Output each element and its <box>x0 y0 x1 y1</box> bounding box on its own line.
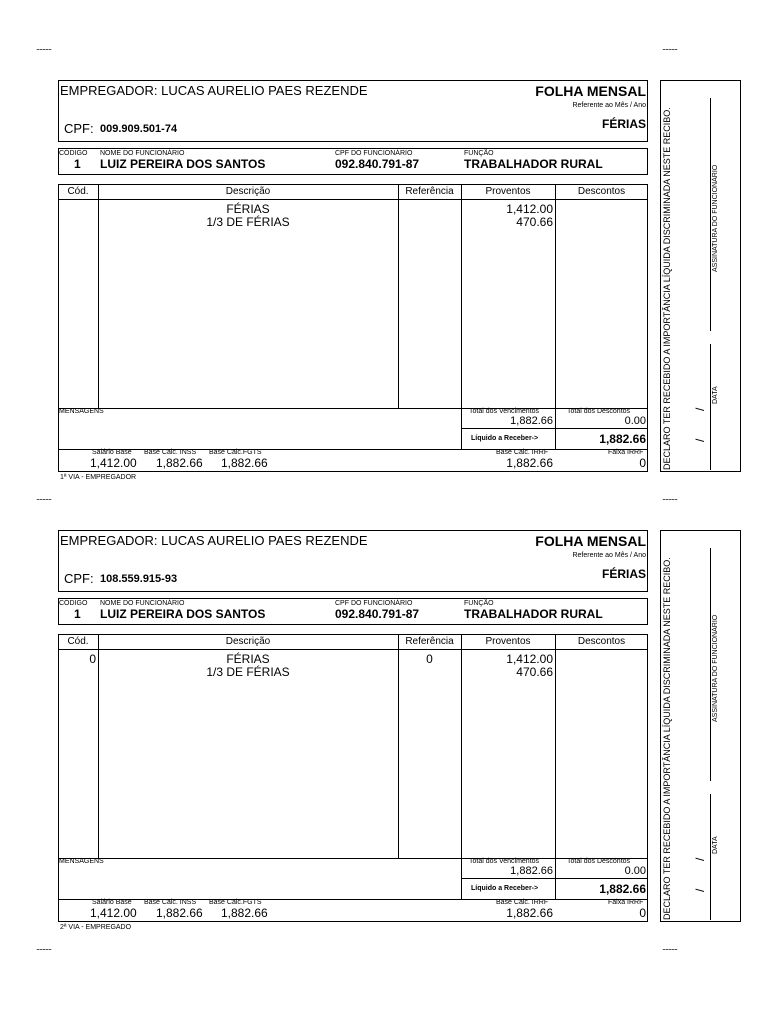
table-header-line <box>58 649 648 650</box>
reference-label: Referente ao Mês / Ano <box>572 552 646 559</box>
employee-name: LUIZ PEREIRA DOS SANTOS <box>100 607 266 621</box>
code-label: CÓDIGO <box>59 600 88 607</box>
fgts-base-label: Base Calc.FGTS <box>209 899 262 906</box>
employee-name-label: NOME DO FUNCIONÁRIO <box>100 150 185 157</box>
irrf-bracket-label: Faixa IRRF <box>608 899 644 906</box>
date-slash: / <box>693 438 707 442</box>
employee-cpf: 092.840.791-87 <box>335 157 420 171</box>
cut-mark: .......... <box>662 492 678 502</box>
total-earnings-label: Total dos Vencimentos <box>469 408 540 415</box>
date-slash: / <box>693 407 707 411</box>
fgts-base-label: Base Calc.FGTS <box>209 449 262 456</box>
inss-base-label: Base Calc. INSS <box>144 449 197 456</box>
messages-label: MENSAGENS <box>59 858 104 865</box>
base-salary: 1,412.00 <box>90 456 137 470</box>
base-salary-label: Salário Base <box>92 899 132 906</box>
irrf-base: 1,882.66 <box>506 456 553 470</box>
col-header-earnings: Proventos <box>485 186 531 197</box>
role-value: TRABALHADOR RURAL <box>464 607 603 621</box>
receipt-declaration: DECLARO TER RECEBIDO A IMPORTÂNCIA LÍQUIDA DISCRIMINADA NESTE RECIBO. <box>662 107 672 470</box>
total-deductions: 0.00 <box>624 415 646 427</box>
employer-cpf-label: CPF: <box>64 121 94 136</box>
employer-cpf-value: 108.559.915-93 <box>100 573 178 585</box>
employer-name: LUCAS AURELIO PAES REZENDE <box>161 83 368 98</box>
col-header-description: Descrição <box>225 186 271 197</box>
employer-label: EMPREGADOR: <box>60 83 158 98</box>
employee-name: LUIZ PEREIRA DOS SANTOS <box>100 157 266 171</box>
employer-line <box>60 84 368 97</box>
receipt-box <box>660 530 741 922</box>
irrf-bracket: 0 <box>639 906 646 920</box>
inss-base: 1,882.66 <box>156 906 203 920</box>
col-header-description: Descrição <box>225 636 271 647</box>
cut-mark: .......... <box>662 42 678 52</box>
irrf-base-label: Base Calc. IRRF <box>496 449 549 456</box>
total-deductions: 0.00 <box>624 865 646 877</box>
net-pay-label: Líquido a Receber-> <box>471 885 539 892</box>
inss-base-label: Base Calc. INSS <box>144 899 197 906</box>
irrf-base: 1,882.66 <box>506 906 553 920</box>
table-header-line <box>58 199 648 200</box>
copy-label: 1ª VIA - EMPREGADOR <box>60 474 137 481</box>
signature-label: ASSINATURA DO FUNCIONÁRIO <box>712 614 719 722</box>
net-pay-label: Líquido a Receber-> <box>471 435 539 442</box>
employee-cpf-label: CPF DO FUNCIONÁRIO <box>335 150 413 157</box>
role-label: FUNÇÃO <box>464 150 494 157</box>
row-earnings: 470.66 <box>516 665 553 679</box>
total-earnings: 1,882.66 <box>510 865 553 877</box>
row-earnings: 1,412.00 <box>506 202 553 216</box>
col-divider <box>555 634 556 899</box>
employer-cpf-value: 009.909.501-74 <box>100 123 178 135</box>
row-earnings: 1,412.00 <box>506 652 553 666</box>
irrf-bracket: 0 <box>639 456 646 470</box>
code-value: 1 <box>74 607 81 621</box>
col-header-reference: Referência <box>405 636 454 647</box>
employer-name: LUCAS AURELIO PAES REZENDE <box>161 533 368 548</box>
col-header-deductions: Descontos <box>577 636 626 647</box>
date-label: DATA <box>712 836 719 854</box>
col-divider <box>398 184 399 408</box>
date-line <box>710 794 711 920</box>
col-divider <box>398 634 399 858</box>
employer-cpf-label: CPF: <box>64 571 94 586</box>
receipt-box <box>660 80 741 472</box>
inss-base: 1,882.66 <box>156 456 203 470</box>
signature-label: ASSINATURA DO FUNCIONÁRIO <box>712 164 719 272</box>
net-pay: 1,882.66 <box>599 882 646 896</box>
code-value: 1 <box>74 157 81 171</box>
base-salary-label: Salário Base <box>92 449 132 456</box>
fgts-base: 1,882.66 <box>221 906 268 920</box>
slip-title: FOLHA MENSAL <box>535 533 646 549</box>
row-code: 0 <box>89 652 96 666</box>
totals-line <box>58 858 648 859</box>
slip-title: FOLHA MENSAL <box>535 83 646 99</box>
col-header-reference: Referência <box>405 186 454 197</box>
reference-value: FÉRIAS <box>601 567 646 581</box>
col-divider <box>555 184 556 449</box>
total-earnings: 1,882.66 <box>510 415 553 427</box>
date-label: DATA <box>712 386 719 404</box>
date-slash: / <box>693 857 707 861</box>
payslip <box>0 450 768 931</box>
row-reference: 0 <box>426 652 433 666</box>
code-label: CÓDIGO <box>59 150 88 157</box>
col-header-code: Cód. <box>67 636 89 647</box>
row-description: 1/3 DE FÉRIAS <box>206 665 290 679</box>
cut-mark: .......... <box>36 942 52 952</box>
col-header-code: Cód. <box>67 186 89 197</box>
reference-label: Referente ao Mês / Ano <box>572 102 646 109</box>
employee-name-label: NOME DO FUNCIONÁRIO <box>100 600 185 607</box>
irrf-bracket-label: Faixa IRRF <box>608 449 644 456</box>
totals-mid-line <box>461 428 648 429</box>
copy-label: 2ª VIA - EMPREGADO <box>60 924 132 931</box>
employer-label: EMPREGADOR: <box>60 533 158 548</box>
totals-mid-line <box>461 878 648 879</box>
date-slash: / <box>693 888 707 892</box>
row-earnings: 470.66 <box>516 215 553 229</box>
totals-line <box>58 408 648 409</box>
net-pay: 1,882.66 <box>599 432 646 446</box>
total-deductions-label: Total dos Descontos <box>567 408 631 415</box>
employee-cpf: 092.840.791-87 <box>335 607 420 621</box>
fgts-base: 1,882.66 <box>221 456 268 470</box>
col-header-deductions: Descontos <box>577 186 626 197</box>
employee-cpf-label: CPF DO FUNCIONÁRIO <box>335 600 413 607</box>
payslip <box>0 0 768 481</box>
cut-mark: .......... <box>36 492 52 502</box>
row-description: FÉRIAS <box>226 652 270 666</box>
base-salary: 1,412.00 <box>90 906 137 920</box>
cut-mark: .......... <box>36 42 52 52</box>
messages-label: MENSAGENS <box>59 408 104 415</box>
signature-line <box>710 98 711 331</box>
row-description: 1/3 DE FÉRIAS <box>206 215 290 229</box>
total-deductions-label: Total dos Descontos <box>567 858 631 865</box>
total-earnings-label: Total dos Vencimentos <box>469 858 540 865</box>
role-label: FUNÇÃO <box>464 600 494 607</box>
row-description: FÉRIAS <box>226 202 270 216</box>
reference-value: FÉRIAS <box>601 117 646 131</box>
employer-line <box>60 534 368 547</box>
signature-line <box>710 548 711 781</box>
irrf-base-label: Base Calc. IRRF <box>496 899 549 906</box>
col-header-earnings: Proventos <box>485 636 531 647</box>
role-value: TRABALHADOR RURAL <box>464 157 603 171</box>
receipt-declaration: DECLARO TER RECEBIDO A IMPORTÂNCIA LÍQUIDA DISCRIMINADA NESTE RECIBO. <box>662 557 672 920</box>
cut-mark: .......... <box>662 942 678 952</box>
